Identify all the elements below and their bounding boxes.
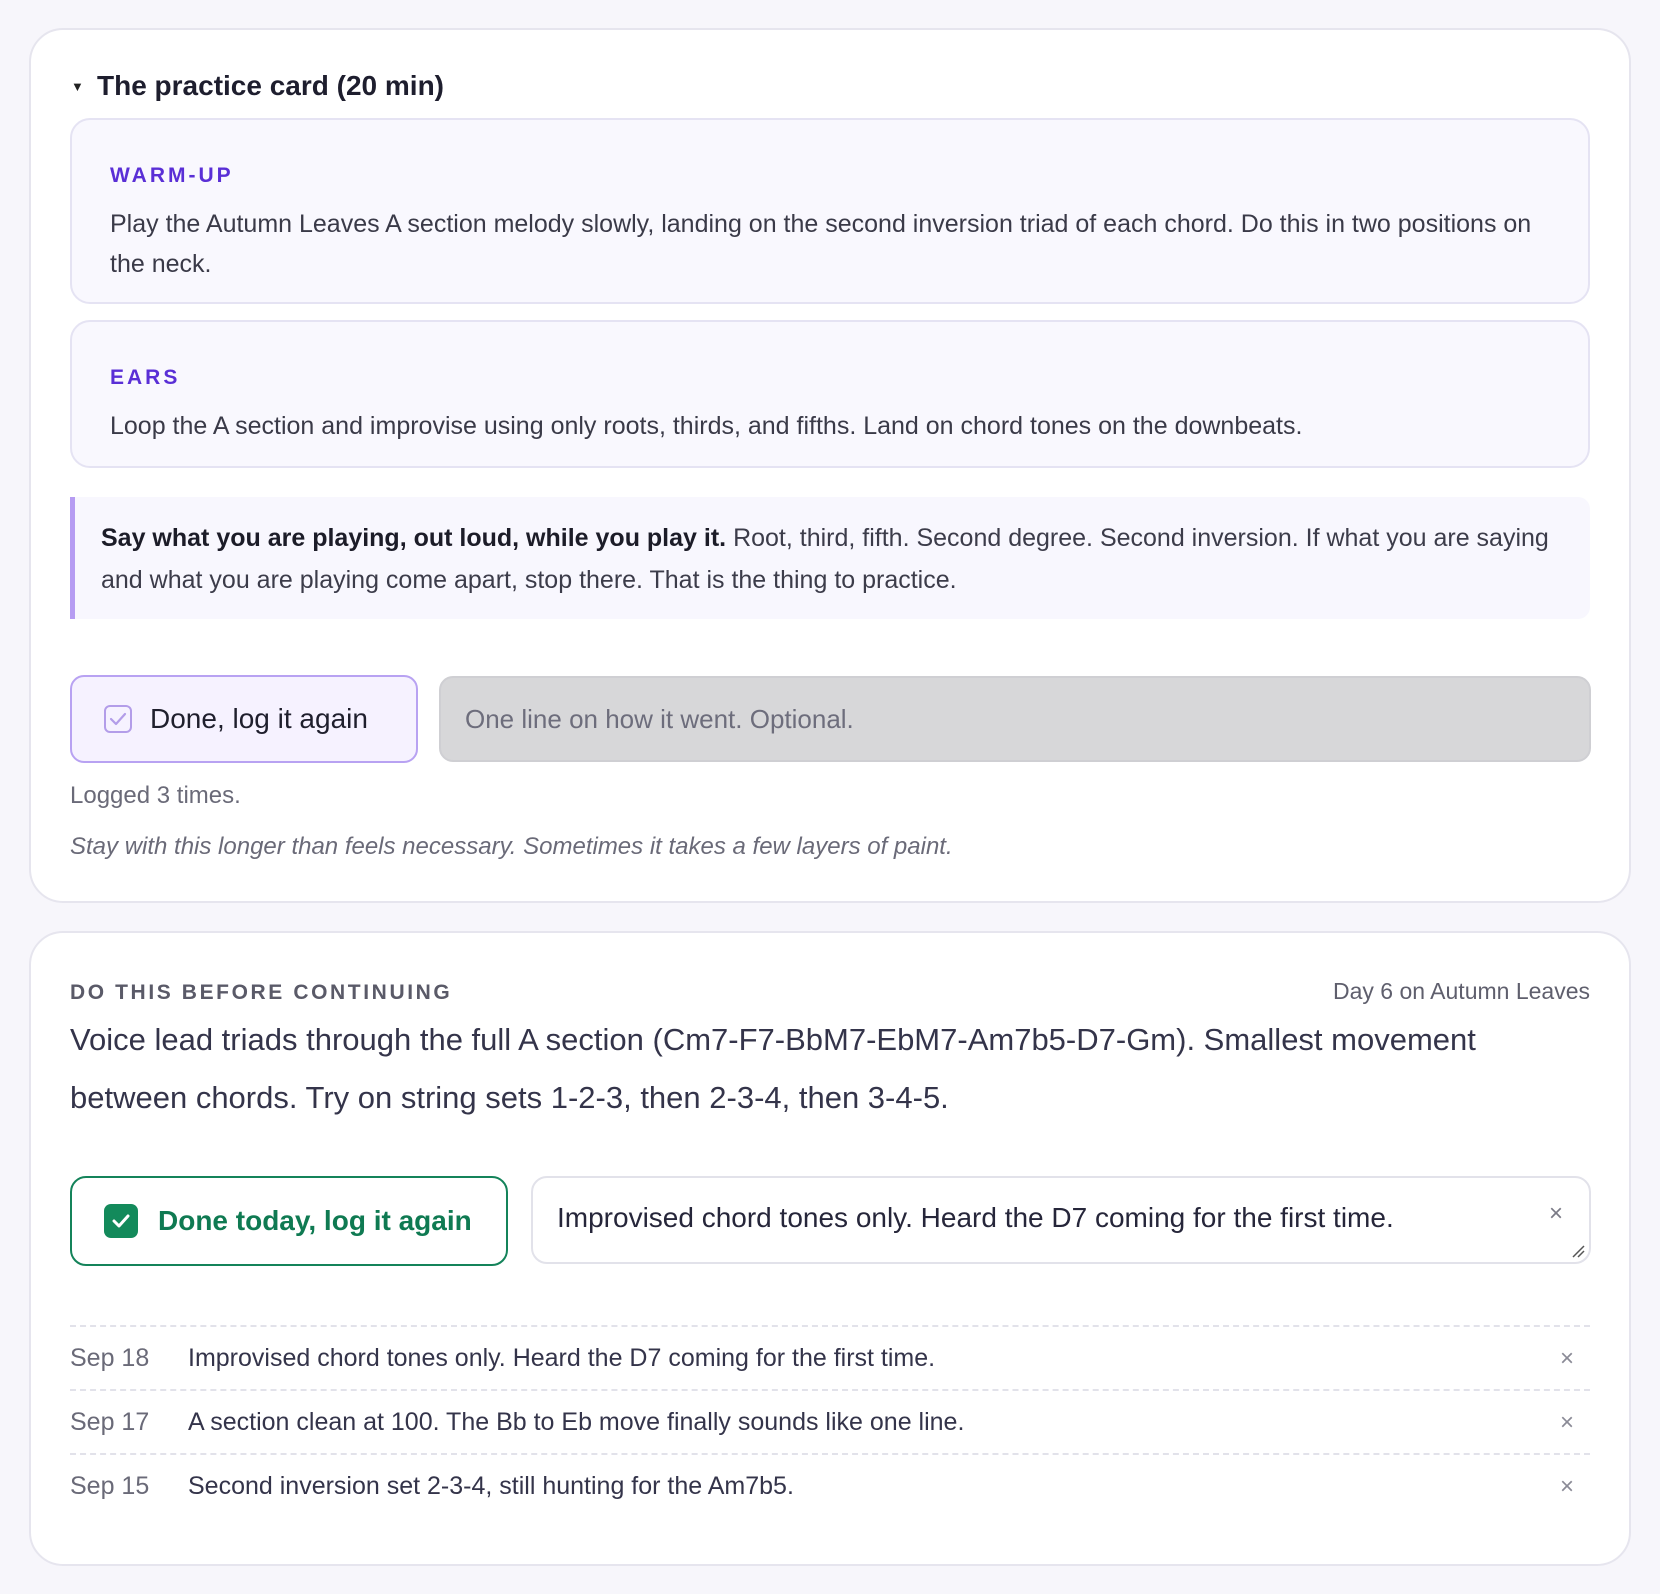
entry-text: Second inversion set 2-3-4, still hunting for the Am7b5. [188,1471,794,1500]
ears-text: Loop the A section and improvise using only roots, thirds, and fifths. Land on chord tones on the downbeats. [110,412,1303,440]
task-note-textarea[interactable] [531,1176,1591,1264]
logged-count: Logged 3 times. [70,782,241,809]
checked-checkbox-icon [104,1204,138,1238]
warmup-box [70,118,1590,304]
disclosure-triangle-icon: ▼ [71,78,84,94]
day-counter: Day 6 on Autumn Leaves [1333,978,1590,1004]
delete-entry-icon[interactable]: × [1559,1473,1574,1500]
practice-card-title: The practice card (20 min) [97,70,445,101]
task-heading: DO THIS BEFORE CONTINUING [70,981,453,1004]
log-entries-list [70,1325,1590,1517]
done-today-button[interactable] [70,1176,508,1266]
warmup-label: WARM-UP [110,164,234,187]
warmup-text: Play the Autumn Leaves A section melody slowly, landing on the second inversion triad of each chord. Do this in two positions on the neck. [110,210,1532,278]
entry-date: Sep 18 [70,1343,150,1372]
log-entry [70,1389,1590,1453]
callout-bold-text: Say what you are playing, out loud, while you play it. [101,524,727,552]
resize-handle-icon[interactable] [1571,1244,1585,1258]
entry-date: Sep 17 [70,1407,150,1436]
task-description: Voice lead triads through the full A section (Cm7-F7-BbM7-EbM7-Am7b5-D7-Gm). Smallest movement between chords. Try on string sets 1-2-3, then 2-3-4, then 3-4-5. [70,1022,1476,1115]
log-practice-button[interactable] [70,675,418,763]
task-note-value: Improvised chord tones only. Heard the D7 coming for the first time. [557,1202,1394,1233]
entry-text: A section clean at 100. The Bb to Eb move finally sounds like one line. [188,1407,965,1436]
delete-entry-icon[interactable]: × [1559,1345,1574,1372]
log-practice-label: Done, log it again [150,703,368,734]
ears-label: EARS [110,366,181,389]
checkbox-icon [104,705,132,733]
entry-text: Improvised chord tones only. Heard the D7 coming for the first time. [188,1343,936,1372]
clear-note-icon[interactable]: × [1548,1200,1563,1227]
practice-card-summary[interactable] [71,66,444,106]
callout-text: Root, third, fifth. Second degree. Second inversion. If what you are saying and what you are playing come apart, stop there. That is the thing to practice. [101,524,1549,594]
entry-date: Sep 15 [70,1471,150,1500]
practice-card [29,28,1631,903]
practice-note-input[interactable] [439,676,1591,762]
encouragement-text: Stay with this longer than feels necessary. Sometimes it takes a few layers of paint. [70,833,953,860]
log-entry [70,1325,1590,1389]
ears-box [70,320,1590,468]
say-it-out-loud-callout [70,497,1590,619]
done-today-label: Done today, log it again [158,1205,472,1236]
delete-entry-icon[interactable]: × [1559,1409,1574,1436]
task-card [29,931,1631,1566]
log-entry [70,1453,1590,1517]
